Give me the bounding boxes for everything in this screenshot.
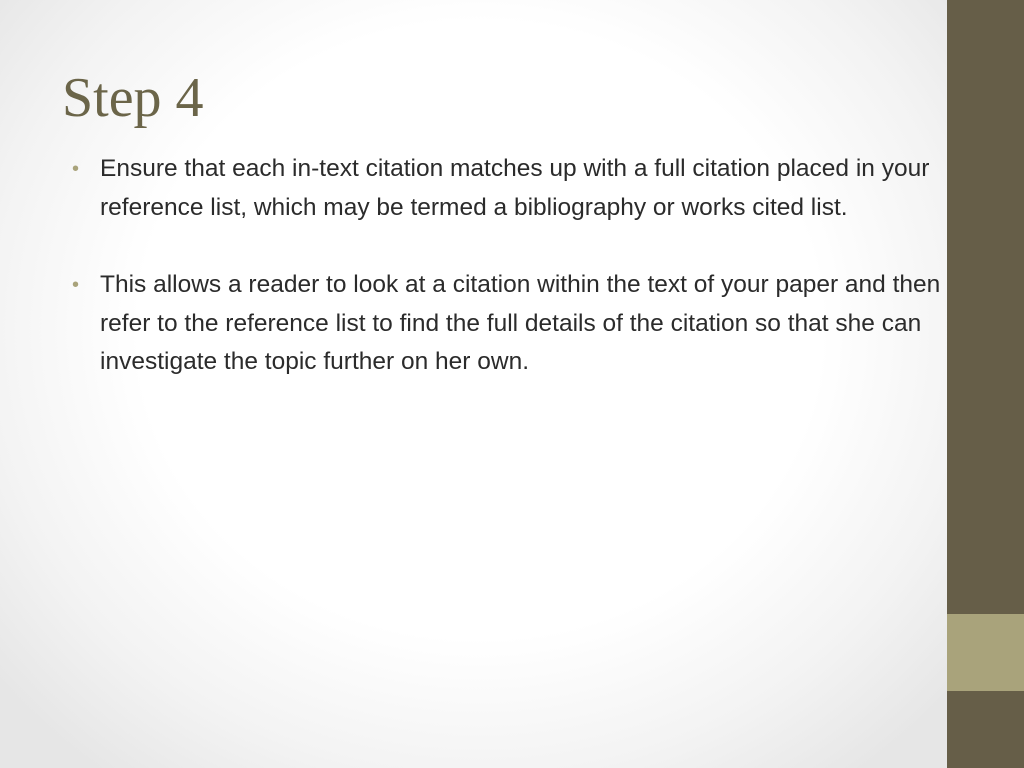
bullet-text: This allows a reader to look at a citation within the text of your paper and then refer to the reference list to find the full details of the citation so that she can investigate the topic further on her own.	[100, 271, 941, 375]
slide-title: Step 4	[62, 67, 204, 129]
sidebar-dark-block-bottom	[947, 691, 1024, 768]
bullet-dot-icon: •	[72, 158, 80, 180]
bullet-text: Ensure that each in-text citation matches up with a full citation placed in your reference list, which may be termed a bibliography or works cited list.	[100, 155, 930, 221]
sidebar-dark-block-top	[947, 0, 1024, 614]
bullet-list	[72, 150, 942, 421]
decorative-sidebar	[947, 0, 1024, 768]
bullet-dot-icon: •	[72, 274, 80, 296]
bullet-item	[72, 150, 942, 227]
sidebar-accent-block	[947, 614, 1024, 691]
bullet-item	[72, 266, 942, 382]
